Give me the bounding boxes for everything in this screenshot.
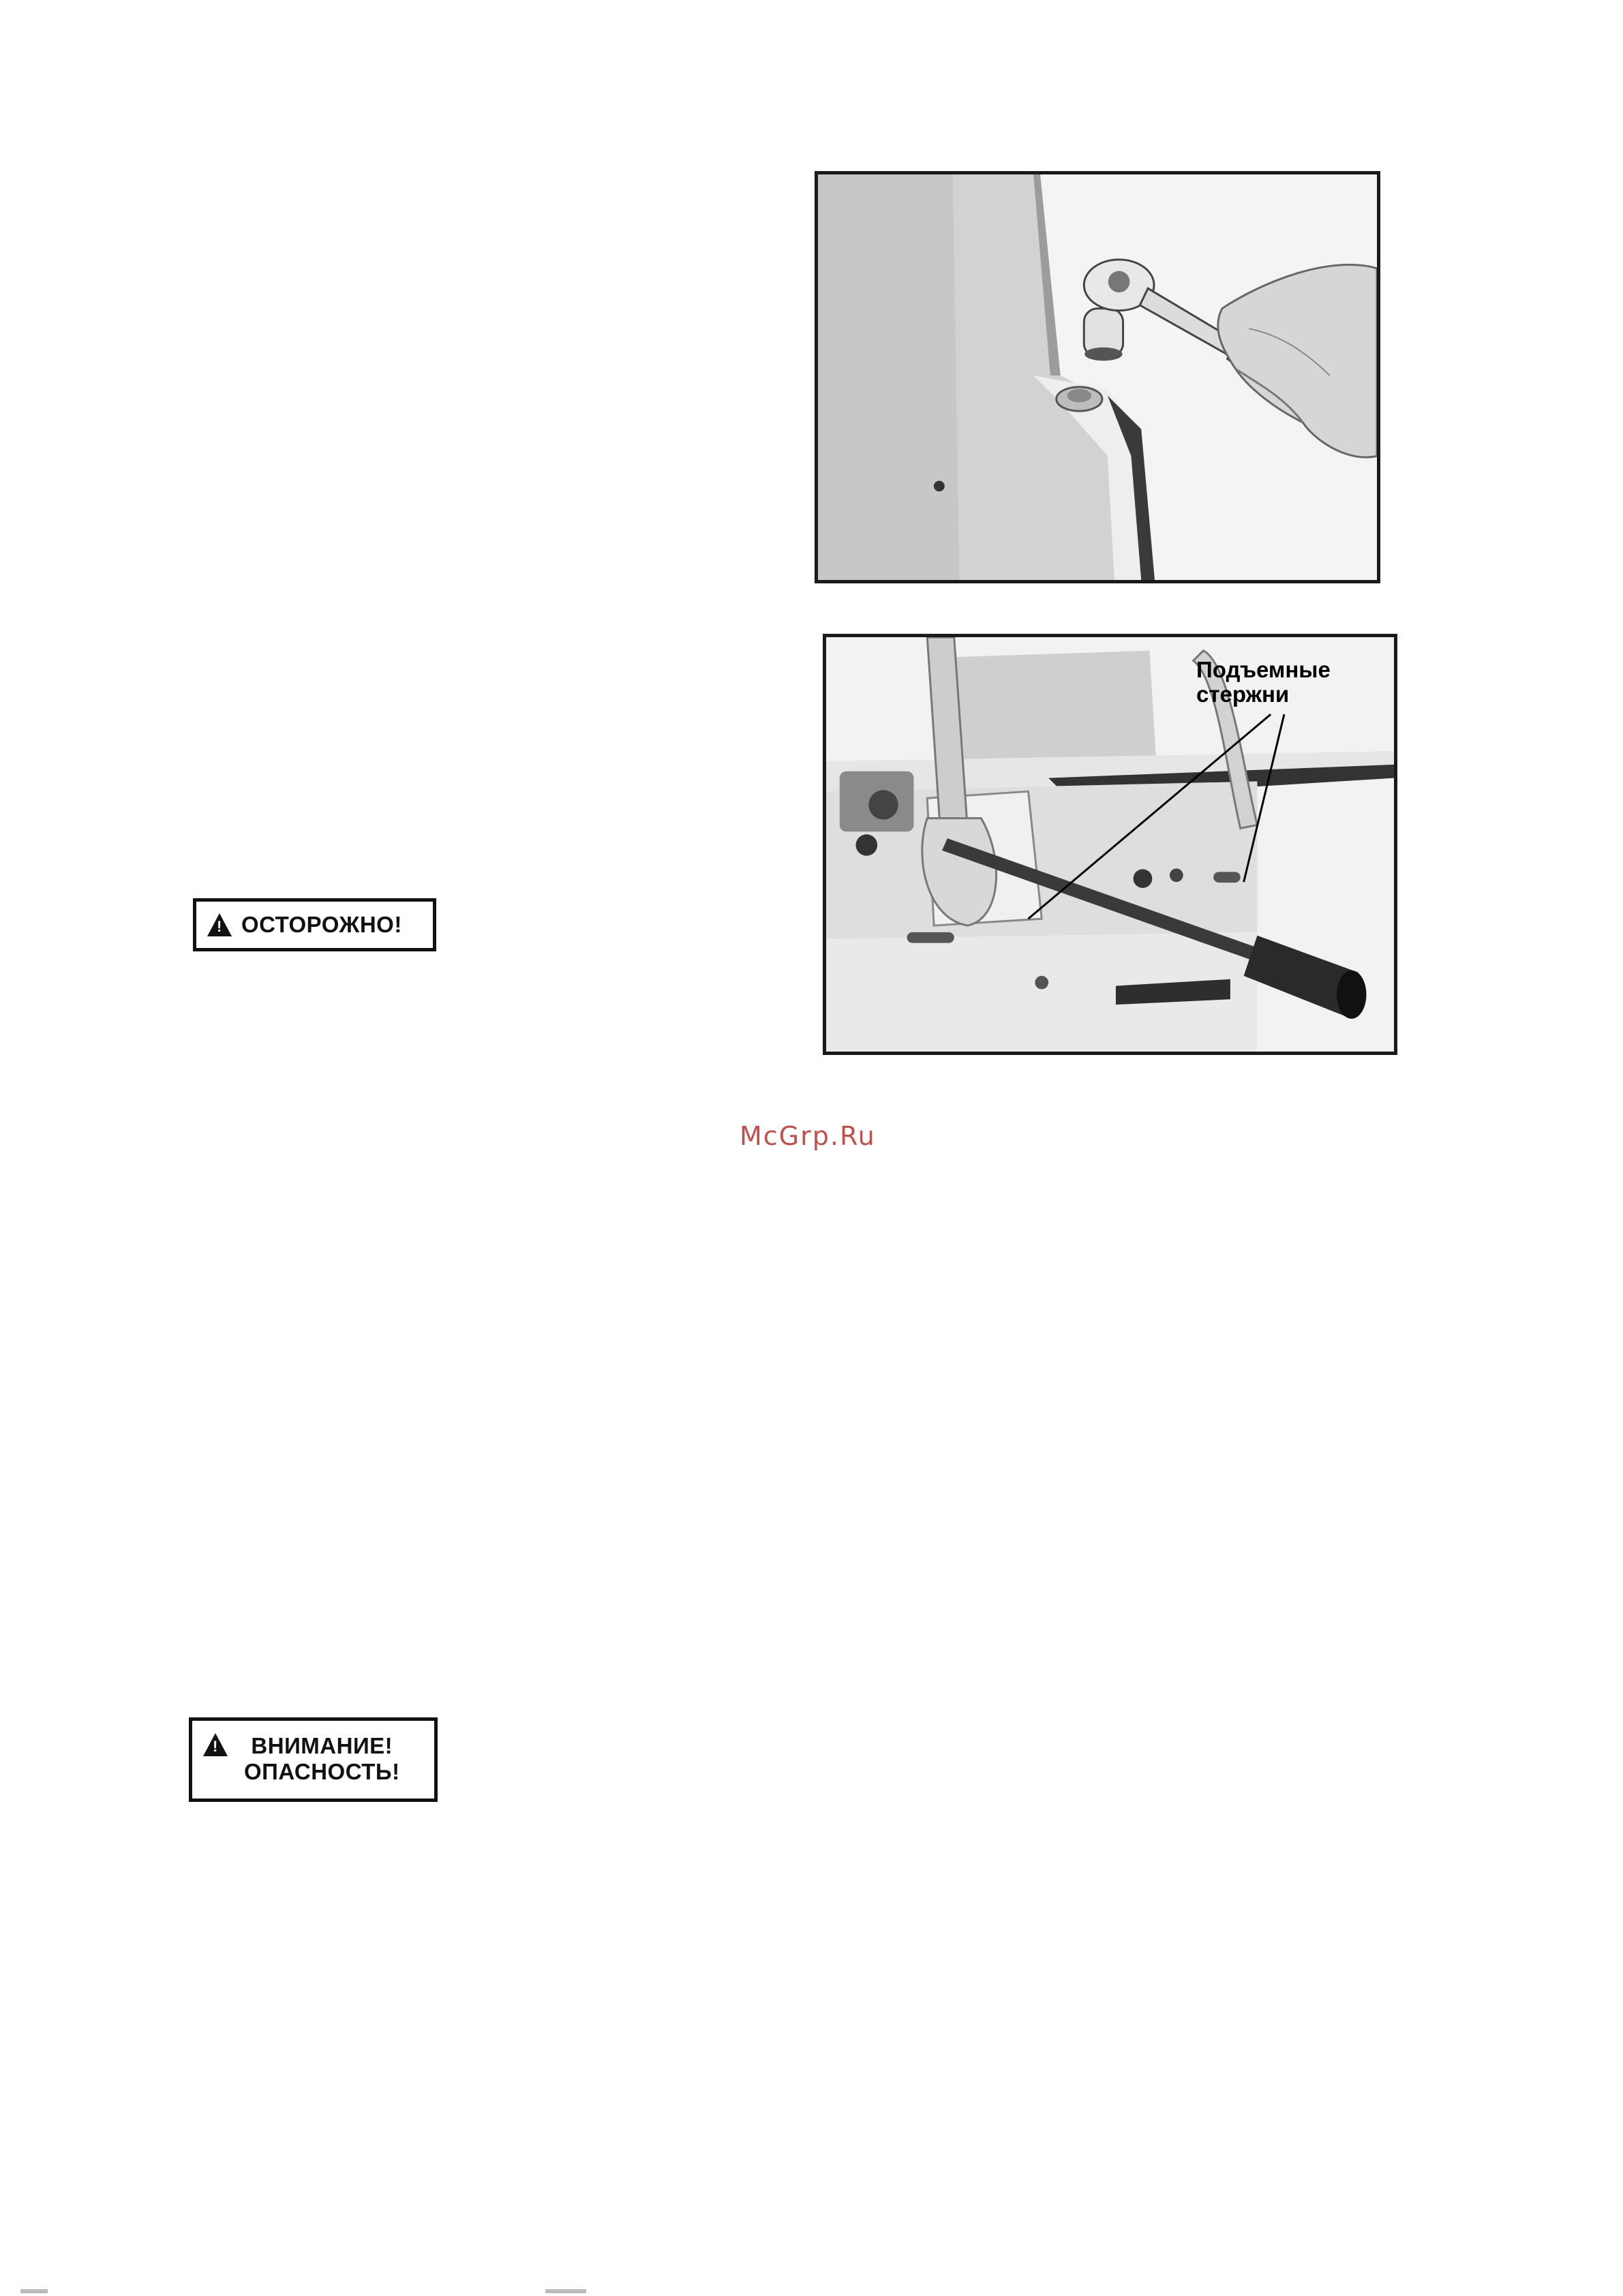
callout-line-1: Подъемные <box>1196 657 1331 682</box>
danger-label <box>189 1717 438 1802</box>
callout-line-2: стержни <box>1196 682 1290 707</box>
caution-label <box>193 898 436 951</box>
warning-triangle-icon <box>207 913 232 936</box>
danger-label-text <box>237 1733 400 1785</box>
danger-label-line-1: ВНИМАНИЕ! <box>251 1733 393 1758</box>
lifting-rods-callout <box>1196 658 1331 707</box>
warning-triangle-icon <box>203 1733 228 1756</box>
watermark-text: McGrp.Ru <box>740 1121 876 1151</box>
danger-label-line-2: ОПАСНОСТЬ! <box>244 1759 400 1784</box>
caution-label-text: ОСТОРОЖНО! <box>241 912 402 937</box>
lifting-rods-photo <box>823 634 1397 1055</box>
ratchet-wrench-illustration <box>818 174 1377 580</box>
ratchet-wrench-photo <box>815 171 1380 583</box>
footer-remnant <box>0 2282 613 2296</box>
